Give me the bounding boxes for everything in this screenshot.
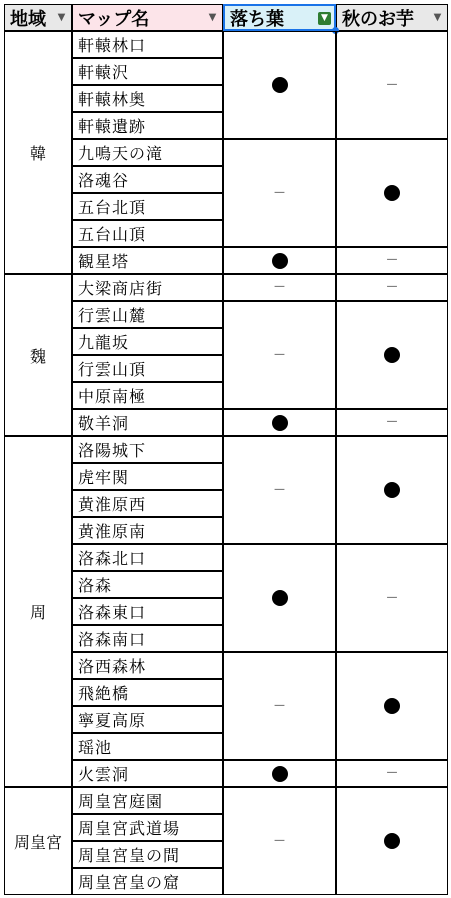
map-name-label: 洛森南口 (78, 630, 147, 649)
map-name-cell[interactable] (72, 139, 223, 166)
dash-mark: － (272, 347, 286, 363)
dot-mark (272, 77, 288, 93)
map-name-label: 瑶池 (78, 738, 113, 757)
dot-mark (384, 833, 400, 849)
region-cell[interactable] (4, 31, 72, 274)
filter-dropdown-icon[interactable]: ▼ (208, 12, 217, 23)
dot-mark (272, 590, 288, 606)
map-name-label: 寧夏高原 (78, 711, 147, 730)
map-name-label: 火雲洞 (78, 765, 130, 784)
map-name-label: 大梁商店街 (78, 279, 164, 298)
autumn-potato-cell[interactable] (336, 301, 448, 409)
map-name-label: 周皇宮皇の窟 (78, 873, 181, 892)
header-fallen-leaves[interactable] (223, 4, 336, 31)
header-autumn-potato[interactable] (336, 4, 448, 31)
fallen-leaves-cell[interactable] (223, 301, 336, 409)
region-label: 周皇宮 (13, 832, 62, 852)
map-name-label: 軒轅林口 (78, 36, 147, 55)
header-map-label: マップ名 (78, 8, 150, 30)
autumn-potato-cell[interactable] (336, 247, 448, 274)
map-name-label: 行雲山麓 (78, 306, 147, 325)
map-name-cell[interactable] (72, 301, 223, 328)
fallen-leaves-cell[interactable] (223, 787, 336, 895)
map-name-cell[interactable] (72, 436, 223, 463)
dash-mark: － (272, 280, 286, 295)
fallen-leaves-cell[interactable] (223, 274, 336, 301)
map-name-label: 軒轅沢 (78, 63, 130, 82)
map-name-cell[interactable] (72, 58, 223, 85)
map-name-cell[interactable] (72, 760, 223, 787)
autumn-potato-cell[interactable] (336, 274, 448, 301)
autumn-potato-cell[interactable] (336, 409, 448, 436)
map-name-cell[interactable] (72, 31, 223, 58)
autumn-potato-cell[interactable] (336, 760, 448, 787)
map-name-label: 観星塔 (78, 252, 130, 271)
map-name-cell[interactable] (72, 544, 223, 571)
region-cell[interactable] (4, 787, 72, 895)
dash-mark: － (272, 698, 286, 714)
map-name-cell[interactable] (72, 463, 223, 490)
map-name-label: 洛森東口 (78, 603, 147, 622)
dash-mark: － (385, 280, 399, 295)
autumn-potato-cell[interactable] (336, 139, 448, 247)
map-name-label: 周皇宮庭園 (78, 792, 164, 811)
map-name-cell[interactable] (72, 571, 223, 598)
header-region-label: 地域 (10, 8, 46, 30)
autumn-potato-cell[interactable] (336, 31, 448, 139)
region-cell[interactable] (4, 436, 72, 787)
map-name-cell[interactable] (72, 193, 223, 220)
region-label: 韓 (29, 144, 46, 163)
map-name-cell[interactable] (72, 328, 223, 355)
dash-mark: － (272, 482, 286, 498)
map-name-cell[interactable] (72, 598, 223, 625)
dash-mark: － (385, 77, 399, 93)
map-name-cell[interactable] (72, 166, 223, 193)
map-name-label: 洛森 (78, 576, 113, 595)
header-map-name[interactable] (72, 4, 223, 31)
map-name-cell[interactable] (72, 814, 223, 841)
map-name-label: 九鳴天の滝 (78, 144, 164, 163)
map-name-label: 洛森北口 (78, 549, 147, 568)
dash-mark: － (385, 766, 399, 781)
header-region[interactable] (4, 4, 72, 31)
dot-mark (384, 347, 400, 363)
fallen-leaves-cell[interactable] (223, 436, 336, 544)
autumn-potato-cell[interactable] (336, 544, 448, 652)
map-name-cell[interactable] (72, 679, 223, 706)
region-label: 周 (29, 603, 46, 622)
dash-mark: － (272, 185, 286, 201)
fallen-leaves-cell[interactable] (223, 652, 336, 760)
filter-dropdown-icon[interactable]: ▼ (433, 12, 442, 23)
dot-mark (384, 185, 400, 201)
map-name-label: 軒轅林奥 (78, 90, 147, 109)
map-name-cell[interactable] (72, 787, 223, 814)
map-name-label: 周皇宮皇の間 (78, 846, 181, 865)
map-name-cell[interactable] (72, 355, 223, 382)
map-name-label: 五台北頂 (78, 198, 147, 217)
region-label: 魏 (29, 346, 46, 366)
region-cell[interactable] (4, 274, 72, 436)
dash-mark: － (385, 590, 399, 606)
fallen-leaves-cell[interactable] (223, 139, 336, 247)
map-name-label: 飛絶橋 (78, 684, 130, 703)
map-name-cell[interactable] (72, 868, 223, 895)
map-name-label: 洛西森林 (78, 657, 147, 676)
autumn-potato-cell[interactable] (336, 436, 448, 544)
map-name-label: 周皇宮武道場 (78, 819, 181, 838)
map-name-cell[interactable] (72, 733, 223, 760)
map-name-cell[interactable] (72, 841, 223, 868)
map-name-cell[interactable] (72, 706, 223, 733)
dot-mark (272, 766, 288, 782)
fallen-leaves-cell[interactable] (223, 544, 336, 652)
fallen-leaves-cell[interactable] (223, 31, 336, 139)
map-name-label: 行雲山頂 (78, 360, 147, 379)
map-name-cell[interactable] (72, 409, 223, 436)
autumn-potato-cell[interactable] (336, 787, 448, 895)
fallen-leaves-cell[interactable] (223, 247, 336, 274)
map-name-label: 九龍坂 (78, 333, 130, 352)
map-name-label: 黄淮原西 (78, 495, 147, 514)
filter-applied-icon[interactable]: ▼ (318, 12, 331, 25)
map-name-cell[interactable] (72, 274, 223, 301)
dot-mark (384, 482, 400, 498)
map-name-cell[interactable] (72, 247, 223, 274)
map-name-label: 黄淮原南 (78, 522, 147, 541)
autumn-potato-cell[interactable] (336, 652, 448, 760)
map-name-label: 洛陽城下 (78, 441, 147, 460)
fallen-leaves-cell[interactable] (223, 760, 336, 787)
map-name-label: 中原南極 (78, 387, 147, 406)
map-name-label: 五台山頂 (78, 225, 147, 244)
map-name-cell[interactable] (72, 382, 223, 409)
map-name-cell[interactable] (72, 652, 223, 679)
map-name-label: 軒轅遺跡 (78, 117, 147, 136)
dash-mark: － (385, 253, 399, 268)
map-name-cell[interactable] (72, 220, 223, 247)
dot-mark (272, 253, 288, 269)
map-name-cell[interactable] (72, 517, 223, 544)
filter-dropdown-icon[interactable]: ▼ (57, 12, 66, 23)
map-name-label: 虎牢関 (78, 468, 130, 487)
dot-mark (272, 415, 288, 431)
map-name-cell[interactable] (72, 112, 223, 139)
map-name-label: 敬羊洞 (78, 414, 130, 433)
header-fallen-leaves-label: 落ち葉 (230, 8, 284, 30)
dash-mark: － (385, 415, 399, 430)
map-name-cell[interactable] (72, 625, 223, 652)
map-name-label: 洛魂谷 (78, 171, 130, 190)
dash-mark: － (272, 833, 286, 849)
header-autumn-potato-label: 秋のお芋 (342, 8, 414, 30)
map-name-cell[interactable] (72, 85, 223, 112)
dot-mark (384, 698, 400, 714)
fallen-leaves-cell[interactable] (223, 409, 336, 436)
map-name-cell[interactable] (72, 490, 223, 517)
